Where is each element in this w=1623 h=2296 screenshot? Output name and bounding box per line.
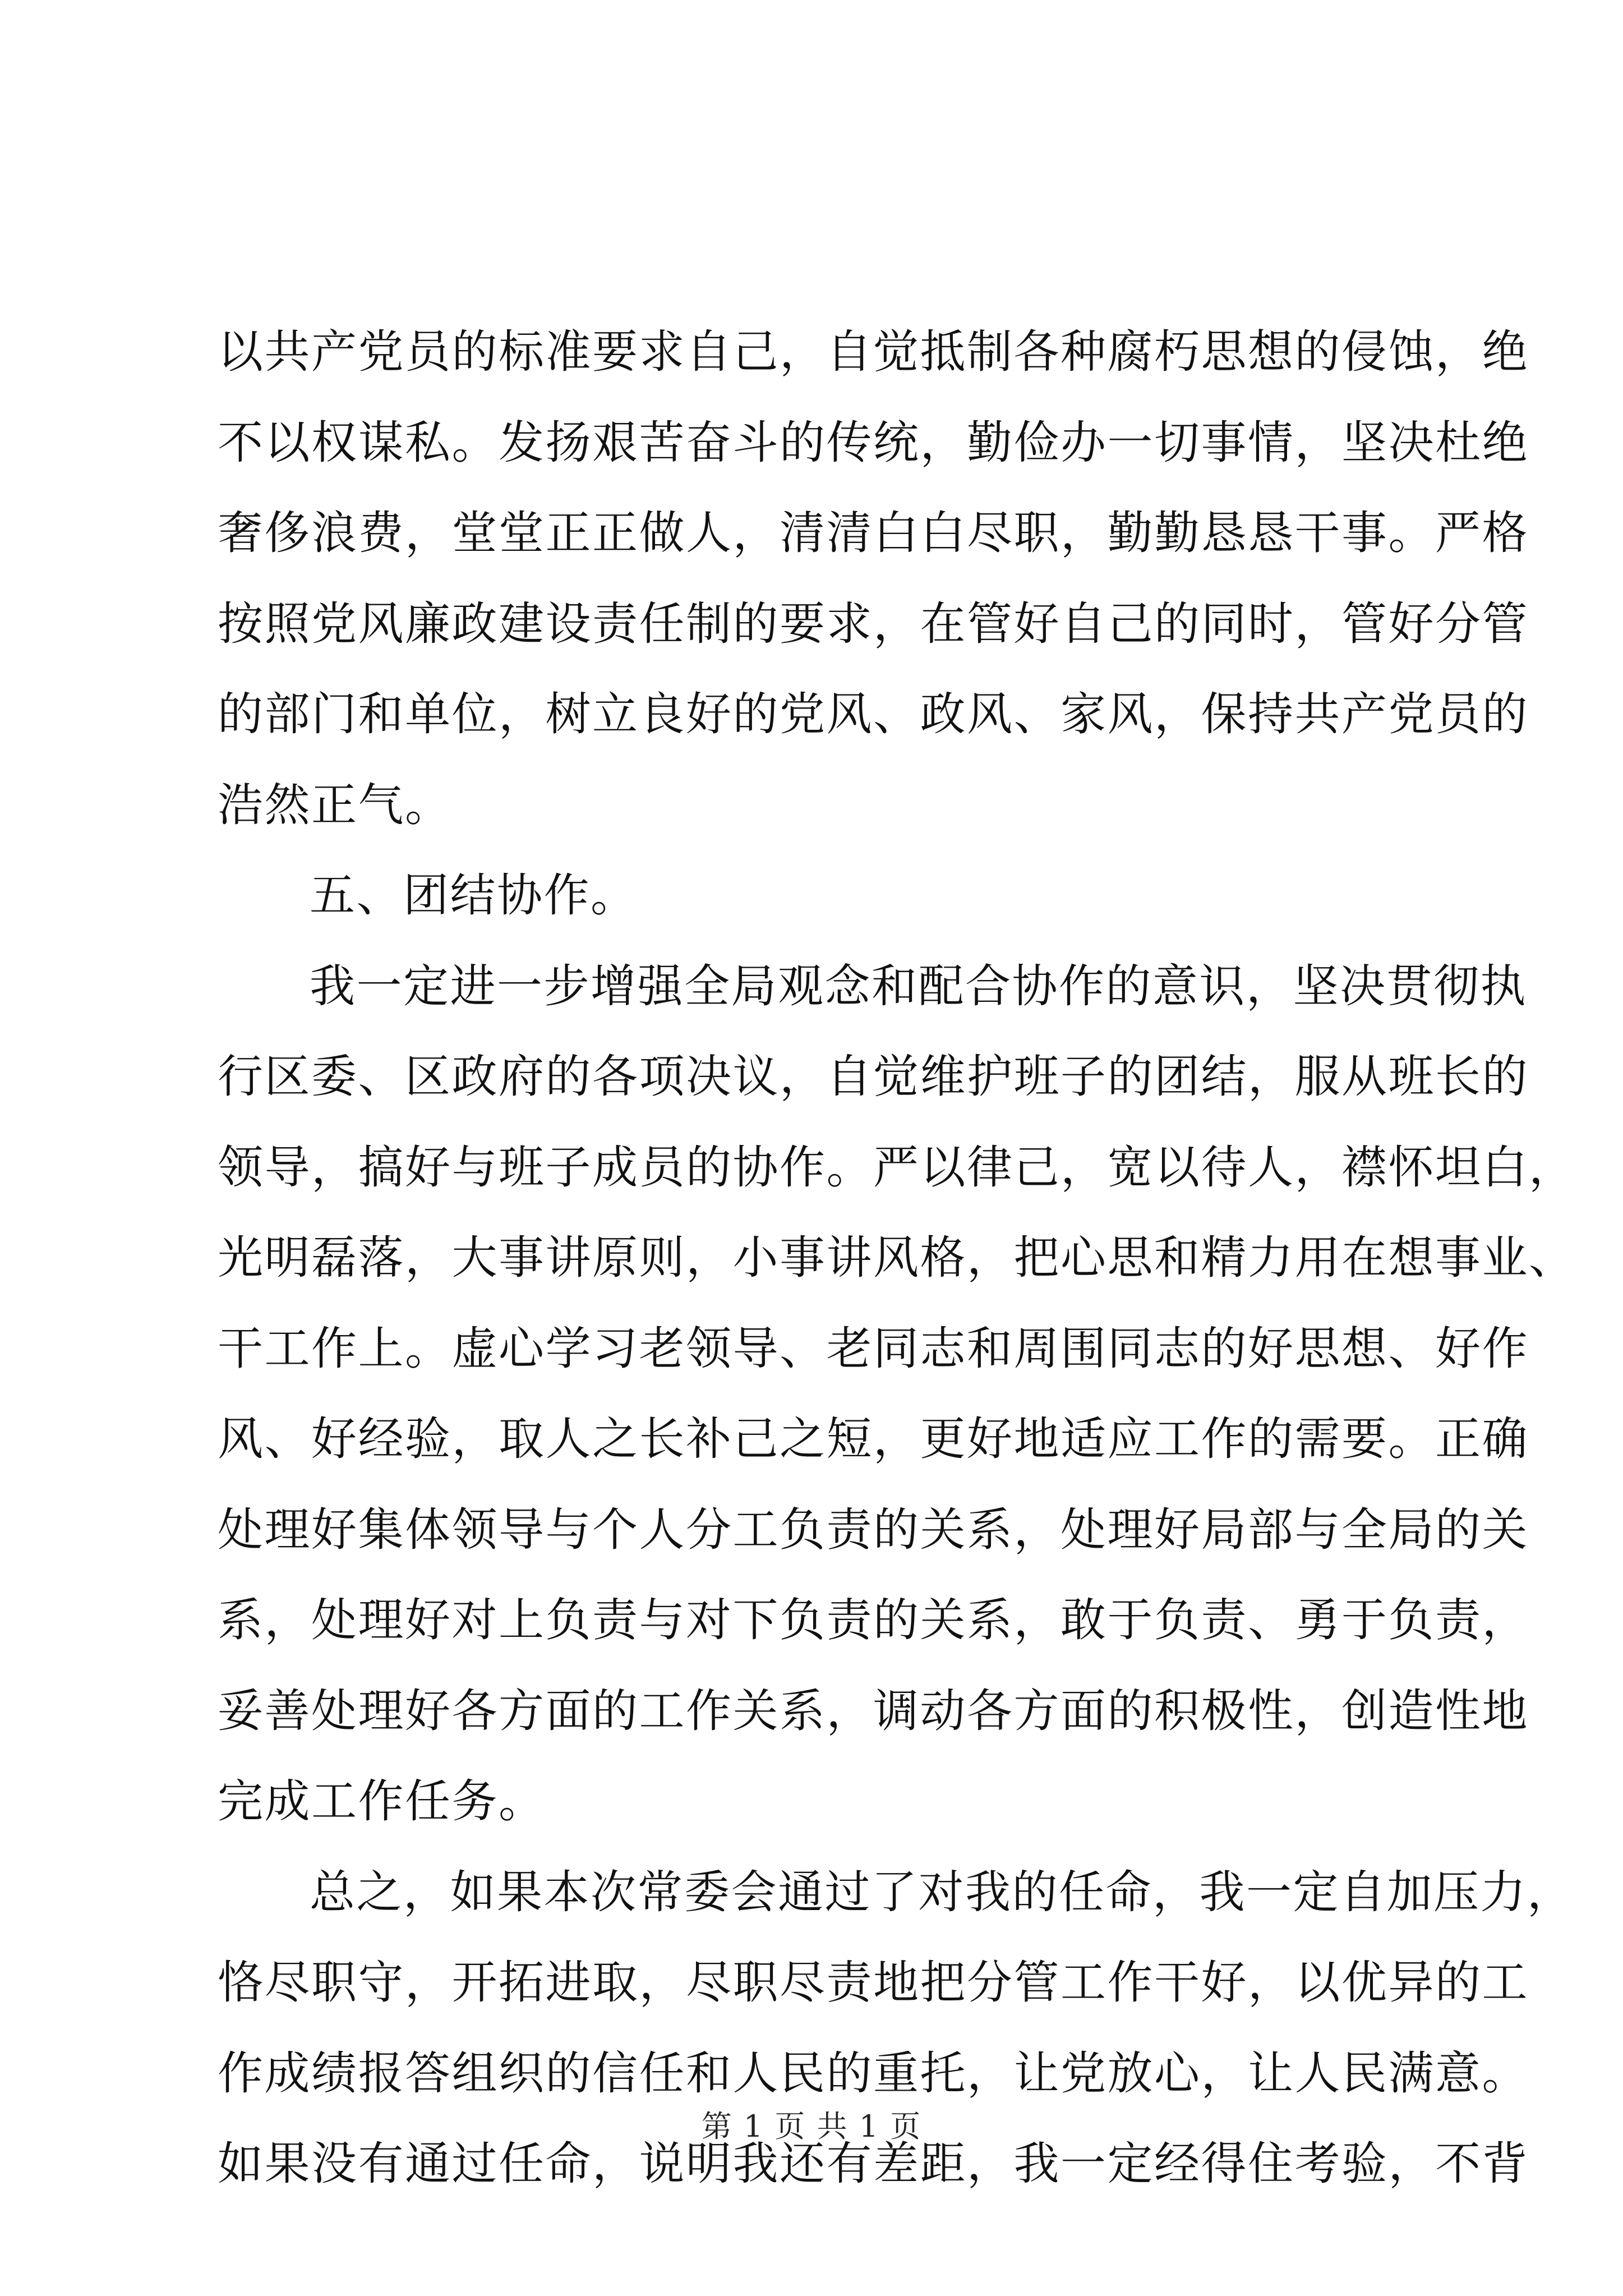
- text-line: 处理好集体领导与个人分工负责的关系，处理好局部与全局的关: [218, 1503, 1529, 1557]
- text-line: 作成绩报答组织的信任和人民的重托，让党放心，让人民满意。: [218, 2047, 1529, 2100]
- text-line: 总之，如果本次常委会通过了对我的任命，我一定自加压力，: [310, 1866, 1574, 1919]
- paragraph: [218, 942, 1576, 1848]
- text-line: 浩然正气。: [218, 779, 452, 832]
- section-heading: [218, 851, 1418, 942]
- text-line: 领导，搞好与班子成员的协作。严以律己，宽以待人，襟怀坦白，: [218, 1141, 1576, 1194]
- text-line: 按照党风廉政建设责任制的要求，在管好自己的同时，管好分管: [218, 597, 1529, 651]
- text-line: 行区委、区政府的各项决议，自觉维护班子的团结，服从班长的: [218, 1051, 1529, 1103]
- text-line: 风、好经验，取人之长补己之短，更好地适应工作的需要。正确: [218, 1413, 1529, 1466]
- text-line: 以共产党员的标准要求自己，自觉抵制各种腐朽思想的侵蚀，绝: [218, 326, 1529, 379]
- paragraph: [218, 307, 1529, 851]
- text-line: 奢侈浪费，堂堂正正做人，清清白白尽职，勤勤恳恳干事。严格: [218, 507, 1529, 560]
- text-line: 光明磊落，大事讲原则，小事讲风格，把心思和精力用在想事业、: [218, 1232, 1576, 1285]
- paragraph: [218, 1848, 1574, 2210]
- text-line: 恪尽职守，开拓进取，尽职尽责地把分管工作干好，以优异的工: [218, 1957, 1529, 2009]
- document-body: [218, 307, 1576, 2210]
- text-line: 干工作上。虚心学习老领导、老同志和周围同志的好思想、好作: [218, 1322, 1529, 1375]
- heading-line: 五、团结协作。: [310, 869, 638, 922]
- text-line: 不以权谋私。发扬艰苦奋斗的传统，勤俭办一切事情，坚决杜绝: [218, 416, 1529, 470]
- text-line: 系，处理好对上负责与对下负责的关系，敢于负责、勇于负责，: [218, 1594, 1529, 1647]
- text-line: 妥善处理好各方面的工作关系，调动各方面的积极性，创造性地: [218, 1685, 1529, 1738]
- page-number-footer: 第 1 页 共 1 页: [701, 2109, 922, 2144]
- text-line: 完成工作任务。: [218, 1775, 546, 1828]
- text-line: 的部门和单位，树立良好的党风、政风、家风，保持共产党员的: [218, 688, 1529, 741]
- text-line: 如果没有通过任命，说明我还有差距，我一定经得住考验，不背: [218, 2138, 1529, 2191]
- text-line: 我一定进一步增强全局观念和配合协作的意识，坚决贯彻执: [310, 960, 1528, 1013]
